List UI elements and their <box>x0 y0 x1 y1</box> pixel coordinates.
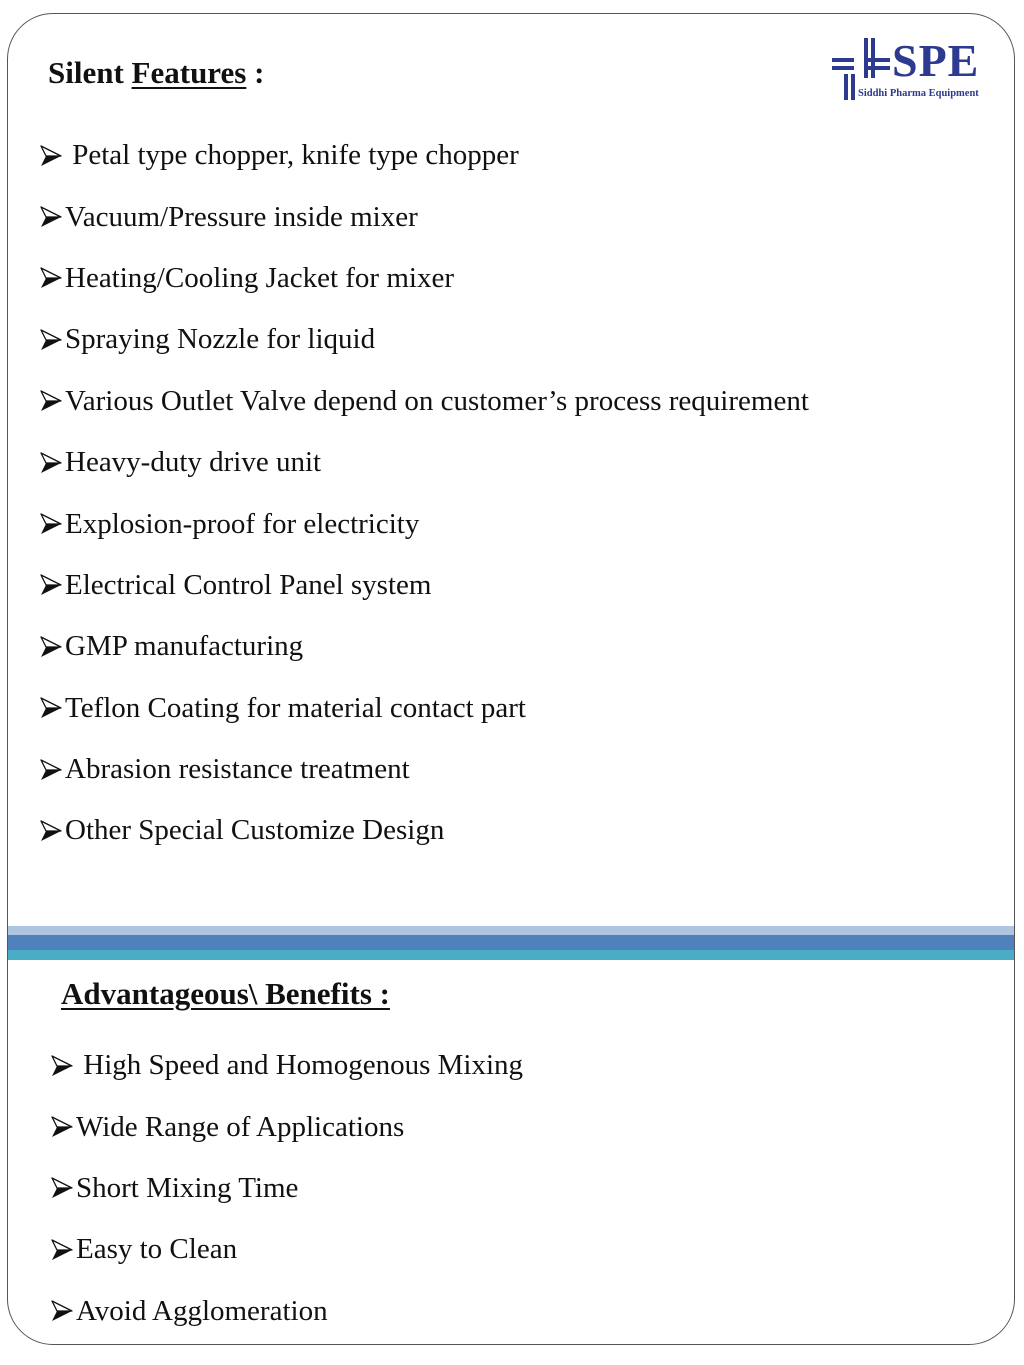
features-title-prefix: Silent <box>48 55 132 90</box>
list-item <box>40 186 809 247</box>
list-item <box>40 739 809 800</box>
features-title <box>48 55 264 91</box>
list-item <box>40 432 809 493</box>
arrow-bullet-icon <box>40 267 62 289</box>
arrow-bullet-icon <box>51 1116 73 1138</box>
list-item-text: Short Mixing Time <box>76 1171 299 1204</box>
list-item <box>40 371 809 432</box>
list-item-text: Vacuum/Pressure inside mixer <box>65 200 418 233</box>
list-item <box>51 1219 523 1280</box>
list-item <box>40 678 809 739</box>
list-item <box>51 1096 523 1157</box>
arrow-bullet-icon <box>40 574 62 596</box>
list-item-text: Explosion-proof for electricity <box>65 507 420 540</box>
arrow-bullet-icon <box>51 1055 73 1077</box>
arrow-bullet-icon <box>40 697 62 719</box>
arrow-bullet-icon <box>40 513 62 535</box>
list-item-text: Heating/Cooling Jacket for mixer <box>65 261 454 294</box>
list-item <box>40 555 809 616</box>
benefits-list <box>51 1035 523 1342</box>
list-item <box>40 125 809 186</box>
features-title-underlined: Features <box>131 55 247 90</box>
list-item-text: High Speed and Homogenous Mixing <box>76 1049 524 1082</box>
list-item-text: Heavy-duty drive unit <box>65 446 322 479</box>
divider-band-teal <box>8 950 1014 960</box>
list-item <box>40 493 809 554</box>
arrow-bullet-icon <box>51 1177 73 1199</box>
arrow-bullet-icon <box>40 820 62 842</box>
list-item-text: Spraying Nozzle for liquid <box>65 323 376 356</box>
list-item-text: Avoid Agglomeration <box>76 1294 328 1327</box>
list-item-text: Wide Range of Applications <box>76 1110 405 1143</box>
slide-frame <box>7 13 1015 1345</box>
arrow-bullet-icon <box>51 1239 73 1261</box>
list-item-text: Various Outlet Valve depend on customer’s process requirement <box>65 384 809 417</box>
list-item-text: Teflon Coating for material contact part <box>65 691 526 724</box>
arrow-bullet-icon <box>40 452 62 474</box>
list-item <box>40 616 809 677</box>
divider-band-mid <box>8 935 1014 950</box>
list-item-text: Electrical Control Panel system <box>65 568 432 601</box>
list-item <box>51 1281 523 1342</box>
list-item-text: Easy to Clean <box>76 1233 238 1266</box>
arrow-bullet-icon <box>40 206 62 228</box>
features-list <box>40 125 809 862</box>
list-item <box>51 1035 523 1096</box>
arrow-bullet-icon <box>40 759 62 781</box>
benefits-title: Advantageous\ Benefits : <box>61 976 390 1011</box>
list-item-text: Other Special Customize Design <box>65 814 445 847</box>
arrow-bullet-icon <box>40 329 62 351</box>
list-item <box>40 800 809 861</box>
arrow-bullet-icon <box>40 145 62 167</box>
spe-logo <box>830 36 990 104</box>
features-title-suffix: : <box>246 55 265 90</box>
divider-band-light <box>8 926 1014 935</box>
logo-subtitle: Siddhi Pharma Equipment <box>858 88 979 99</box>
arrow-bullet-icon <box>51 1300 73 1322</box>
arrow-bullet-icon <box>40 636 62 658</box>
arrow-bullet-icon <box>40 390 62 412</box>
list-item-text: GMP manufacturing <box>65 630 304 663</box>
list-item <box>51 1158 523 1219</box>
list-item <box>40 309 809 370</box>
list-item <box>40 248 809 309</box>
list-item-text: Petal type chopper, knife type chopper <box>65 139 519 172</box>
logo-name: SPE <box>892 35 980 86</box>
list-item-text: Abrasion resistance treatment <box>65 753 410 786</box>
